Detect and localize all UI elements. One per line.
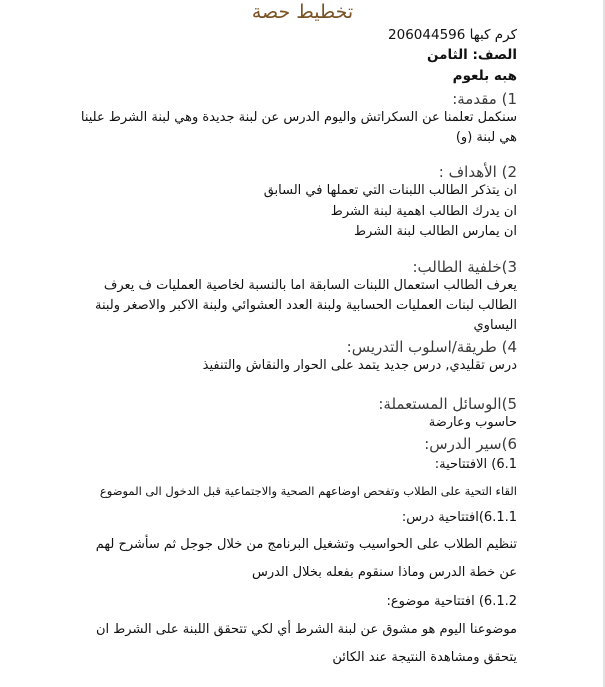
opening-heading: 6.1) الافتتاحية: bbox=[434, 457, 517, 472]
student-name-id: كرم كبها 206044596 bbox=[388, 27, 517, 43]
intro-line-2: هي لبنة (و) bbox=[455, 130, 517, 145]
lesson-opening-line-2: عن خطة الدرس وماذا سنقوم بفعله بخلال الدرس bbox=[251, 565, 517, 580]
section-method-heading: 4) طريقة/اسلوب التدريس: bbox=[346, 338, 517, 356]
lesson-opening-heading: 6.1.1)افتتاحية درس: bbox=[401, 510, 517, 525]
grade-label: الصف: الثامن bbox=[427, 47, 517, 63]
goal-item: ان يدرك الطالب اهمية لبنة الشرط bbox=[330, 204, 517, 219]
goal-item: ان يمارس الطالب لبنة الشرط bbox=[354, 224, 517, 239]
background-line-3: اليساوي bbox=[473, 318, 517, 333]
lesson-opening-line-1: تنظيم الطلاب على الحواسيب وتشغيل البرنامج من خلال جوجل ثم سأشرح لهم bbox=[95, 537, 517, 552]
tools-text: حاسوب وعارضة bbox=[428, 415, 517, 430]
teacher-name: هبه بلعوم bbox=[452, 68, 517, 84]
background-line-2: الطالب لبنات العمليات الحسابية ولبنة العدد العشوائي ولبنة الاكبر والاصغر ولبنة bbox=[94, 298, 517, 313]
background-line-1: يعرف الطالب استعمال اللبنات السابقة اما بالنسبة لخاصية العمليات ف يعرف bbox=[103, 278, 517, 293]
page-title: تخطيط حصة bbox=[251, 1, 354, 23]
intro-line-1: سنكمل تعلمنا عن السكراتش واليوم الدرس عن لبنة جديدة وهي لبنة الشرط علينا bbox=[80, 110, 517, 125]
goal-item: ان يتذكر الطالب اللبنات التي تعملها في السابق bbox=[263, 183, 517, 198]
section-tools-heading: 5)الوسائل المستعملة: bbox=[378, 395, 517, 413]
opening-text: القاء التحية على الطلاب وتفحص اوضاعهم الصحية والاجتماعية قبل الدخول الى الموضوع bbox=[99, 484, 517, 498]
section-background-heading: 3)خلفية الطالب: bbox=[412, 258, 517, 276]
topic-opening-heading: 6.1.2) افتتاحية موضوع: bbox=[386, 594, 517, 609]
topic-opening-line-2: يتحقق ومشاهدة النتيجة عند الكائن bbox=[332, 650, 517, 665]
section-intro-heading: 1) مقدمة: bbox=[452, 90, 517, 108]
topic-opening-line-1: موضوعنا اليوم هو مشوق عن لبنة الشرط أي لكي تتحقق اللبنة على الشرط ان bbox=[95, 622, 517, 637]
section-goals-heading: 2) الأهداف : bbox=[438, 163, 517, 181]
method-text: درس تقليدي, درس جديد يتمد على الحوار والنقاش والتنفيذ bbox=[202, 358, 517, 373]
section-flow-heading: 6)سير الدرس: bbox=[424, 435, 517, 453]
